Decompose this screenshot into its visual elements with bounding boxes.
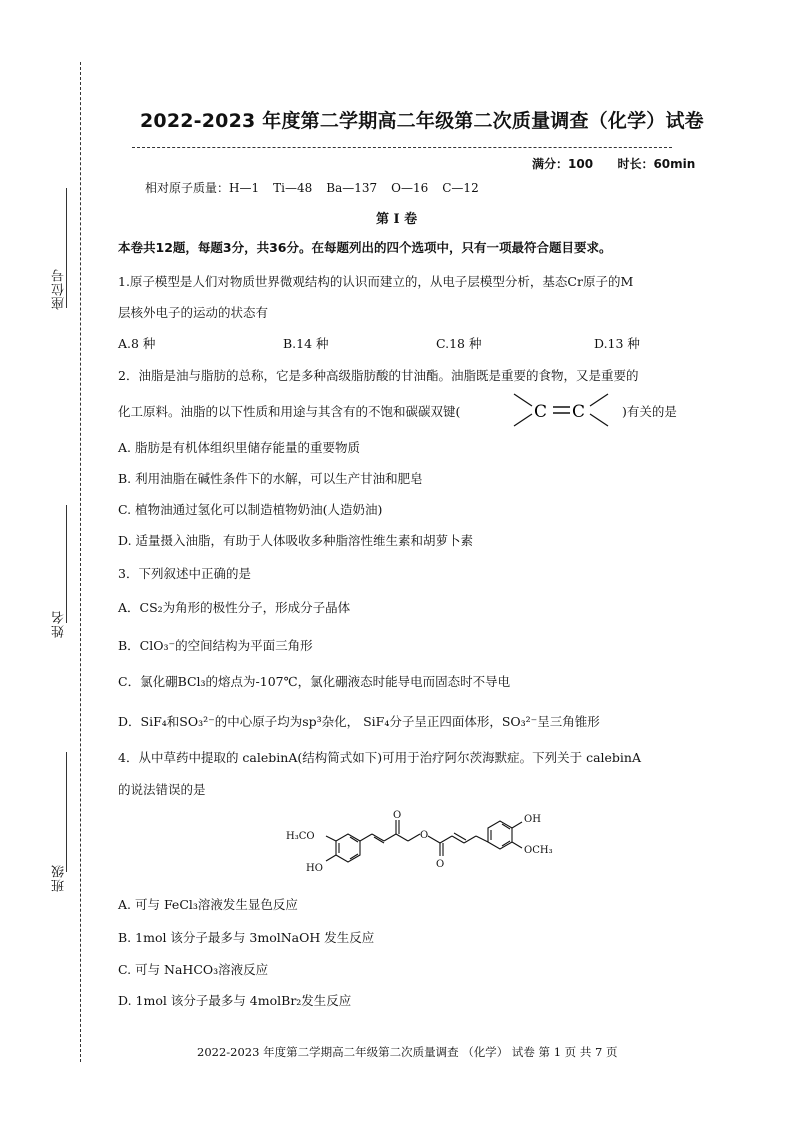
exam-meta <box>532 155 695 172</box>
struct-ketone-o: O <box>393 810 402 821</box>
calebina-structure <box>282 806 582 886</box>
struct-och3: OCH₃ <box>524 845 553 856</box>
class-underline <box>66 752 67 872</box>
q4-option-c[interactable]: C. 可与 NaHCO₃溶液反应 <box>118 962 269 977</box>
q3-option-a[interactable]: A．CS₂为角形的极性分子，形成分子晶体 <box>118 600 351 615</box>
left-methoxy-bond <box>326 836 336 841</box>
chain-bond-3 <box>384 834 396 841</box>
q2-option-d[interactable]: D. 适量摄入油脂，有助于人体吸收多种脂溶性维生素和胡萝卜素 <box>118 533 474 548</box>
chain-bond-5 <box>408 834 420 841</box>
left-hydroxy-bond <box>326 855 336 861</box>
right-benzene-ring <box>488 821 512 849</box>
atomic-mass-line <box>145 179 493 196</box>
chain-bond-6 <box>452 836 464 843</box>
exam-title: 2022-2023 年度第二学期高二年级第二次质量调查（化学）试卷 <box>140 110 704 132</box>
atomic-mass-h: H—1 <box>229 181 260 195</box>
struct-ester-o: O <box>420 830 429 841</box>
title-divider <box>132 147 672 148</box>
ring-link-bond <box>476 836 488 842</box>
structure-bonds <box>326 820 522 862</box>
full-score: 满分：100 <box>532 157 594 171</box>
page-footer: 2022-2023 年度第二学期高二年级第二次质量调查 （化学） 试卷 第 1 页 共 7 页 <box>197 1045 618 1059</box>
atomic-mass-c: C—12 <box>442 181 479 195</box>
chain-double-bond-2 <box>454 833 466 840</box>
q3-option-c[interactable]: C．氯化硼BCl₃的熔点为-107℃，氯化硼液态时能导电而固态时不导电 <box>118 674 511 689</box>
binding-dashed-line <box>80 62 81 1062</box>
q2-stem-line1: 2．油脂是油与脂肪的总称，它是多种高级脂肪酸的甘油酯。油脂既是重要的食物，又是重要的 <box>118 368 639 383</box>
struct-h3co: H₃CO <box>286 831 315 842</box>
bond-carbon-right: C <box>572 402 586 422</box>
right-methoxy-bond <box>512 842 522 848</box>
q2-stem-line2-post: )有关的是 <box>622 404 677 419</box>
ester-bond-2 <box>440 836 452 843</box>
right-hydroxy-bond <box>512 822 522 828</box>
section-instruction: 本卷共12题，每题3分，共36分。在每题列出的四个选项中，只有一项最符合题目要求。 <box>118 240 612 255</box>
atomic-mass-ba: Ba—137 <box>326 181 378 195</box>
name-underline <box>66 505 67 623</box>
q2-stem-line2-pre: 化工原料。油脂的以下性质和用途与其含有的不饱和碳碳双键( <box>118 404 461 419</box>
q3-option-d[interactable]: D．SiF₄和SO₃²⁻的中心原子均为sp³杂化， SiF₄分子呈正四面体形，SO₃²⁻呈三角锥形 <box>118 714 600 729</box>
q4-stem-line2: 的说法错误的是 <box>118 782 206 797</box>
q4-option-b[interactable]: B. 1mol 该分子最多与 3molNaOH 发生反应 <box>118 930 375 945</box>
q4-option-a[interactable]: A. 可与 FeCl₃溶液发生显色反应 <box>118 897 298 912</box>
q1-stem-line2: 层核外电子的运动的状态有 <box>118 305 269 320</box>
q4-stem-line1: 4．从中草药中提取的 calebinA(结构简式如下)可用于治疗阿尔茨海默症。下列关于 calebinA <box>118 750 642 765</box>
struct-ho: HO <box>306 863 323 874</box>
struct-carbonyl-o: O <box>436 859 445 870</box>
duration: 时长：60min <box>617 157 696 171</box>
left-benzene-ring <box>336 834 360 862</box>
bond-line-upper-left <box>514 394 532 406</box>
atomic-mass-o: O—16 <box>391 181 429 195</box>
chain-bond-4 <box>396 834 408 841</box>
q1-option-d[interactable]: D.13 种 <box>594 336 640 351</box>
bond-line-upper-right <box>590 394 608 406</box>
carbon-double-bond-diagram <box>508 390 618 430</box>
chain-bond-1 <box>360 834 372 841</box>
atomic-mass-label: 相对原子质量： <box>145 181 230 195</box>
name-label: 姓名 <box>52 610 67 638</box>
q1-option-c[interactable]: C.18 种 <box>436 336 482 351</box>
q3-stem: 3．下列叙述中正确的是 <box>118 566 251 581</box>
q1-option-a[interactable]: A.8 种 <box>118 336 156 351</box>
class-label: 班级 <box>52 864 67 892</box>
section-title: 第 I 卷 <box>376 212 418 227</box>
q1-option-b[interactable]: B.14 种 <box>283 336 329 351</box>
atomic-mass-ti: Ti—48 <box>273 181 313 195</box>
bond-carbon-left: C <box>534 402 548 422</box>
bond-line-lower-right <box>590 414 608 426</box>
q2-option-a[interactable]: A. 脂肪是有机体组织里储存能量的重要物质 <box>118 440 360 455</box>
q3-option-b[interactable]: B．ClO₃⁻的空间结构为平面三角形 <box>118 638 313 653</box>
q4-option-d[interactable]: D. 1mol 该分子最多与 4molBr₂发生反应 <box>118 993 352 1008</box>
q2-option-c[interactable]: C. 植物油通过氢化可以制造植物奶油(人造奶油) <box>118 502 383 517</box>
q1-stem-line1: 1.原子模型是人们对物质世界微观结构的认识而建立的，从电子层模型分析，基态Cr原子的M <box>118 274 634 289</box>
struct-oh: OH <box>524 814 541 825</box>
q2-option-b[interactable]: B. 利用油脂在碱性条件下的水解，可以生产甘油和肥皂 <box>118 471 423 486</box>
ester-bond-1 <box>428 836 440 843</box>
seat-label: 座位号 <box>52 268 67 310</box>
bond-line-lower-left <box>514 414 532 426</box>
